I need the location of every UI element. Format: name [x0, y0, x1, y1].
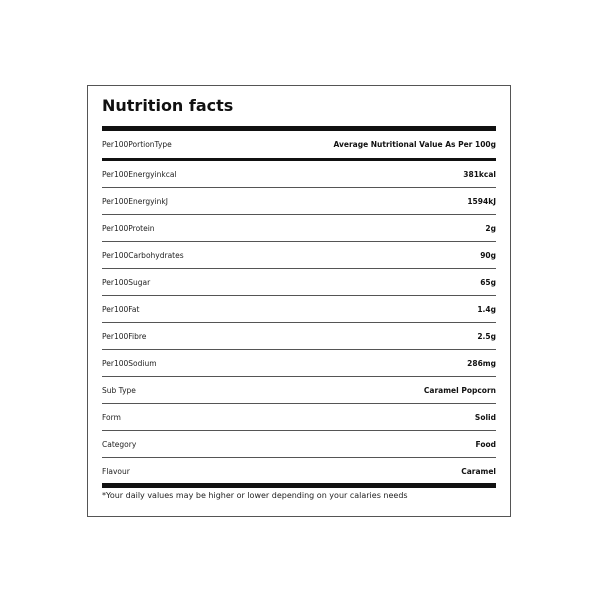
bottom-divider: [102, 483, 496, 488]
row-value: 90g: [480, 250, 496, 260]
table-row: [102, 458, 496, 484]
table-row: [102, 350, 496, 377]
row-label: Per100Fibre: [102, 331, 147, 341]
row-label: Flavour: [102, 466, 130, 476]
table-row: [102, 323, 496, 350]
table-row: [102, 377, 496, 404]
table-row: [102, 188, 496, 215]
row-label: Per100Fat: [102, 304, 140, 314]
row-value: Caramel: [461, 466, 496, 476]
row-value: 65g: [480, 277, 496, 287]
daily-values-footnote: *Your daily values may be higher or lower depending on your calaries needs: [102, 491, 408, 500]
row-value: 1.4g: [477, 304, 496, 314]
row-label: Per100PortionType: [102, 140, 172, 149]
row-value: 2.5g: [477, 331, 496, 341]
table-row: [102, 269, 496, 296]
row-value: 286mg: [467, 358, 496, 368]
table-row: [102, 404, 496, 431]
row-value: Average Nutritional Value As Per 100g: [333, 140, 496, 149]
nutrition-table: [102, 131, 496, 484]
table-header-row: [102, 131, 496, 161]
row-label: Form: [102, 412, 121, 422]
row-value: 2g: [485, 223, 496, 233]
table-row: [102, 242, 496, 269]
row-label: Per100Protein: [102, 223, 155, 233]
table-row: [102, 161, 496, 188]
row-label: Per100Carbohydrates: [102, 250, 184, 260]
row-label: Per100Sodium: [102, 358, 157, 368]
row-label: Per100EnergyinkJ: [102, 196, 168, 206]
row-value: 1594kJ: [467, 196, 496, 206]
row-value: 381kcal: [463, 169, 496, 179]
row-label: Per100Sugar: [102, 277, 151, 287]
row-value: Solid: [474, 412, 496, 422]
row-value: Food: [475, 439, 496, 449]
nutrition-facts-panel: [87, 85, 511, 517]
row-label: Sub Type: [102, 385, 136, 395]
row-value: Caramel Popcorn: [423, 385, 496, 395]
row-label: Category: [102, 439, 137, 449]
table-row: [102, 296, 496, 323]
table-row: [102, 431, 496, 458]
row-label: Per100Energyinkcal: [102, 169, 177, 179]
table-row: [102, 215, 496, 242]
panel-title: Nutrition facts: [102, 96, 234, 115]
